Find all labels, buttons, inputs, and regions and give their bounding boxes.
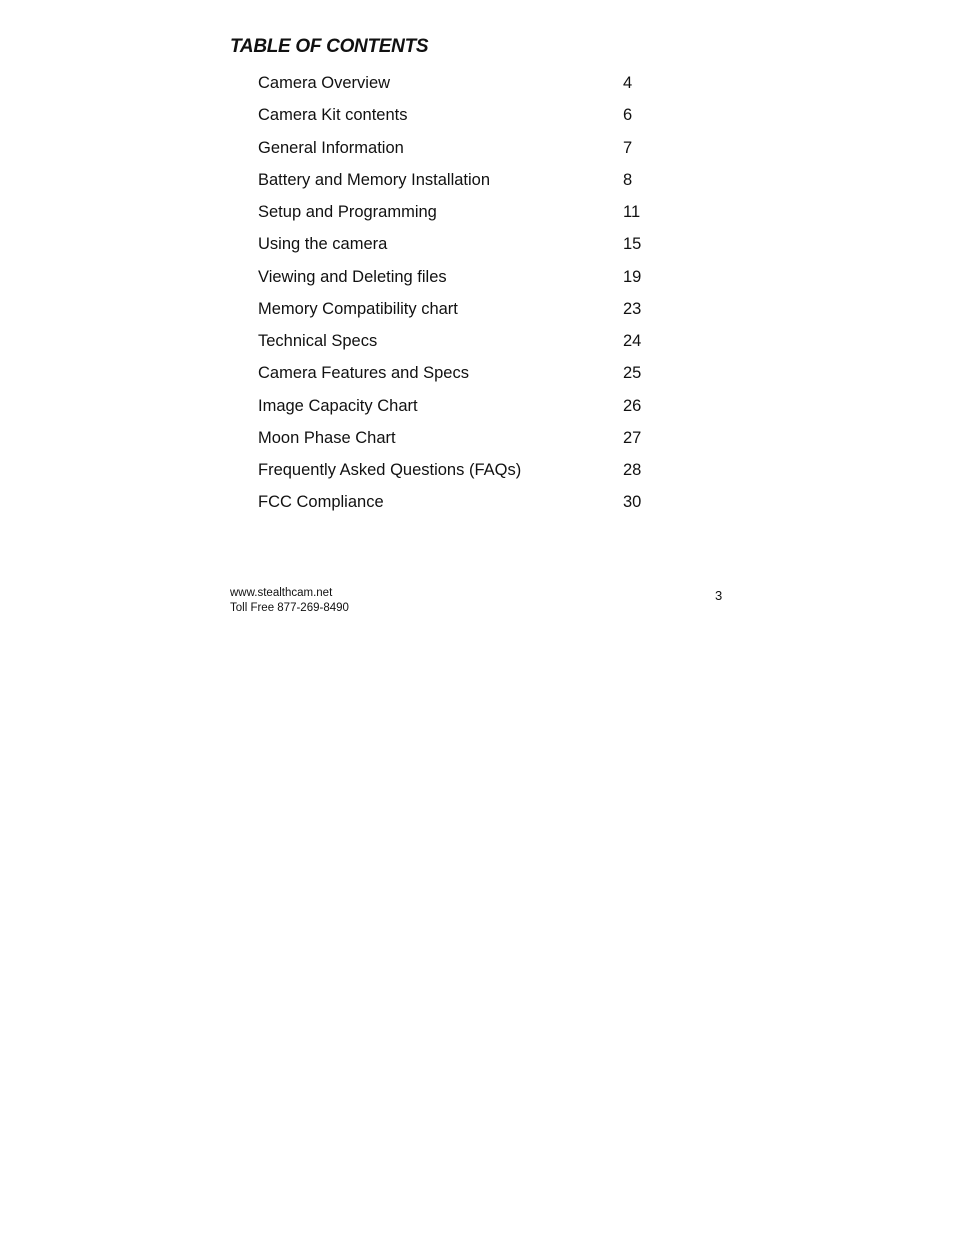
toc-entry-page: 27: [623, 428, 642, 447]
toc-entry-page: 6: [623, 106, 633, 125]
toc-entry-label: FCC Compliance: [258, 493, 384, 512]
toc-entry-page: 26: [623, 396, 642, 415]
toc-entry-page: 28: [623, 461, 642, 479]
toc-entry-label: Using the camera: [258, 235, 388, 254]
toc-entry-label: Viewing and Deleting files: [258, 267, 447, 286]
toc-entry-label: Camera Kit contents: [258, 106, 408, 125]
toc-entry: [258, 489, 678, 521]
toc-entry-label: Frequently Asked Questions (FAQs): [258, 461, 522, 479]
toc-entry-page: 25: [623, 364, 642, 383]
toc-entry: [258, 425, 678, 457]
toc-entry-page: 15: [623, 235, 642, 254]
toc-entry: [258, 167, 678, 199]
toc-entry-page: 23: [623, 299, 642, 318]
toc-entry-page: 24: [623, 332, 642, 350]
toc-entry: [258, 393, 678, 425]
toc-entry: [258, 296, 678, 328]
toc-entry: [258, 328, 678, 360]
toc-entry-label: Memory Compatibility chart: [258, 299, 458, 318]
toc-entry: [258, 231, 678, 263]
toc-list: [258, 70, 678, 522]
toc-entry-label: Image Capacity Chart: [258, 396, 418, 415]
toc-entry: [258, 360, 678, 392]
toc-entry-label: Battery and Memory Installation: [258, 170, 491, 189]
footer-website: www.stealthcam.net: [230, 587, 333, 599]
toc-entry: [258, 264, 678, 296]
toc-entry-label: Setup and Programming: [258, 203, 437, 221]
toc-title: TABLE OF CONTENTS: [230, 36, 429, 57]
toc-entry-page: 8: [623, 170, 633, 189]
footer-contact: [230, 586, 349, 616]
toc-entry-label: Technical Specs: [258, 332, 378, 350]
toc-entry-label: Camera Overview: [258, 74, 391, 92]
footer-phone: Toll Free 877-269-8490: [230, 602, 349, 614]
toc-entry-page: 4: [623, 74, 633, 92]
toc-entry: [258, 457, 678, 489]
toc-entry-page: 7: [623, 138, 633, 157]
toc-entry-page: 11: [623, 203, 641, 221]
toc-entry-label: Moon Phase Chart: [258, 428, 396, 447]
toc-entry-label: Camera Features and Specs: [258, 364, 469, 383]
toc-entry: [258, 199, 678, 231]
page-number: 3: [715, 588, 723, 603]
toc-entry-page: 19: [623, 267, 642, 286]
toc-entry: [258, 102, 678, 134]
toc-entry: [258, 135, 678, 167]
toc-entry-label: General Information: [258, 138, 404, 157]
toc-entry-page: 30: [623, 493, 642, 512]
toc-entry: [258, 70, 678, 102]
